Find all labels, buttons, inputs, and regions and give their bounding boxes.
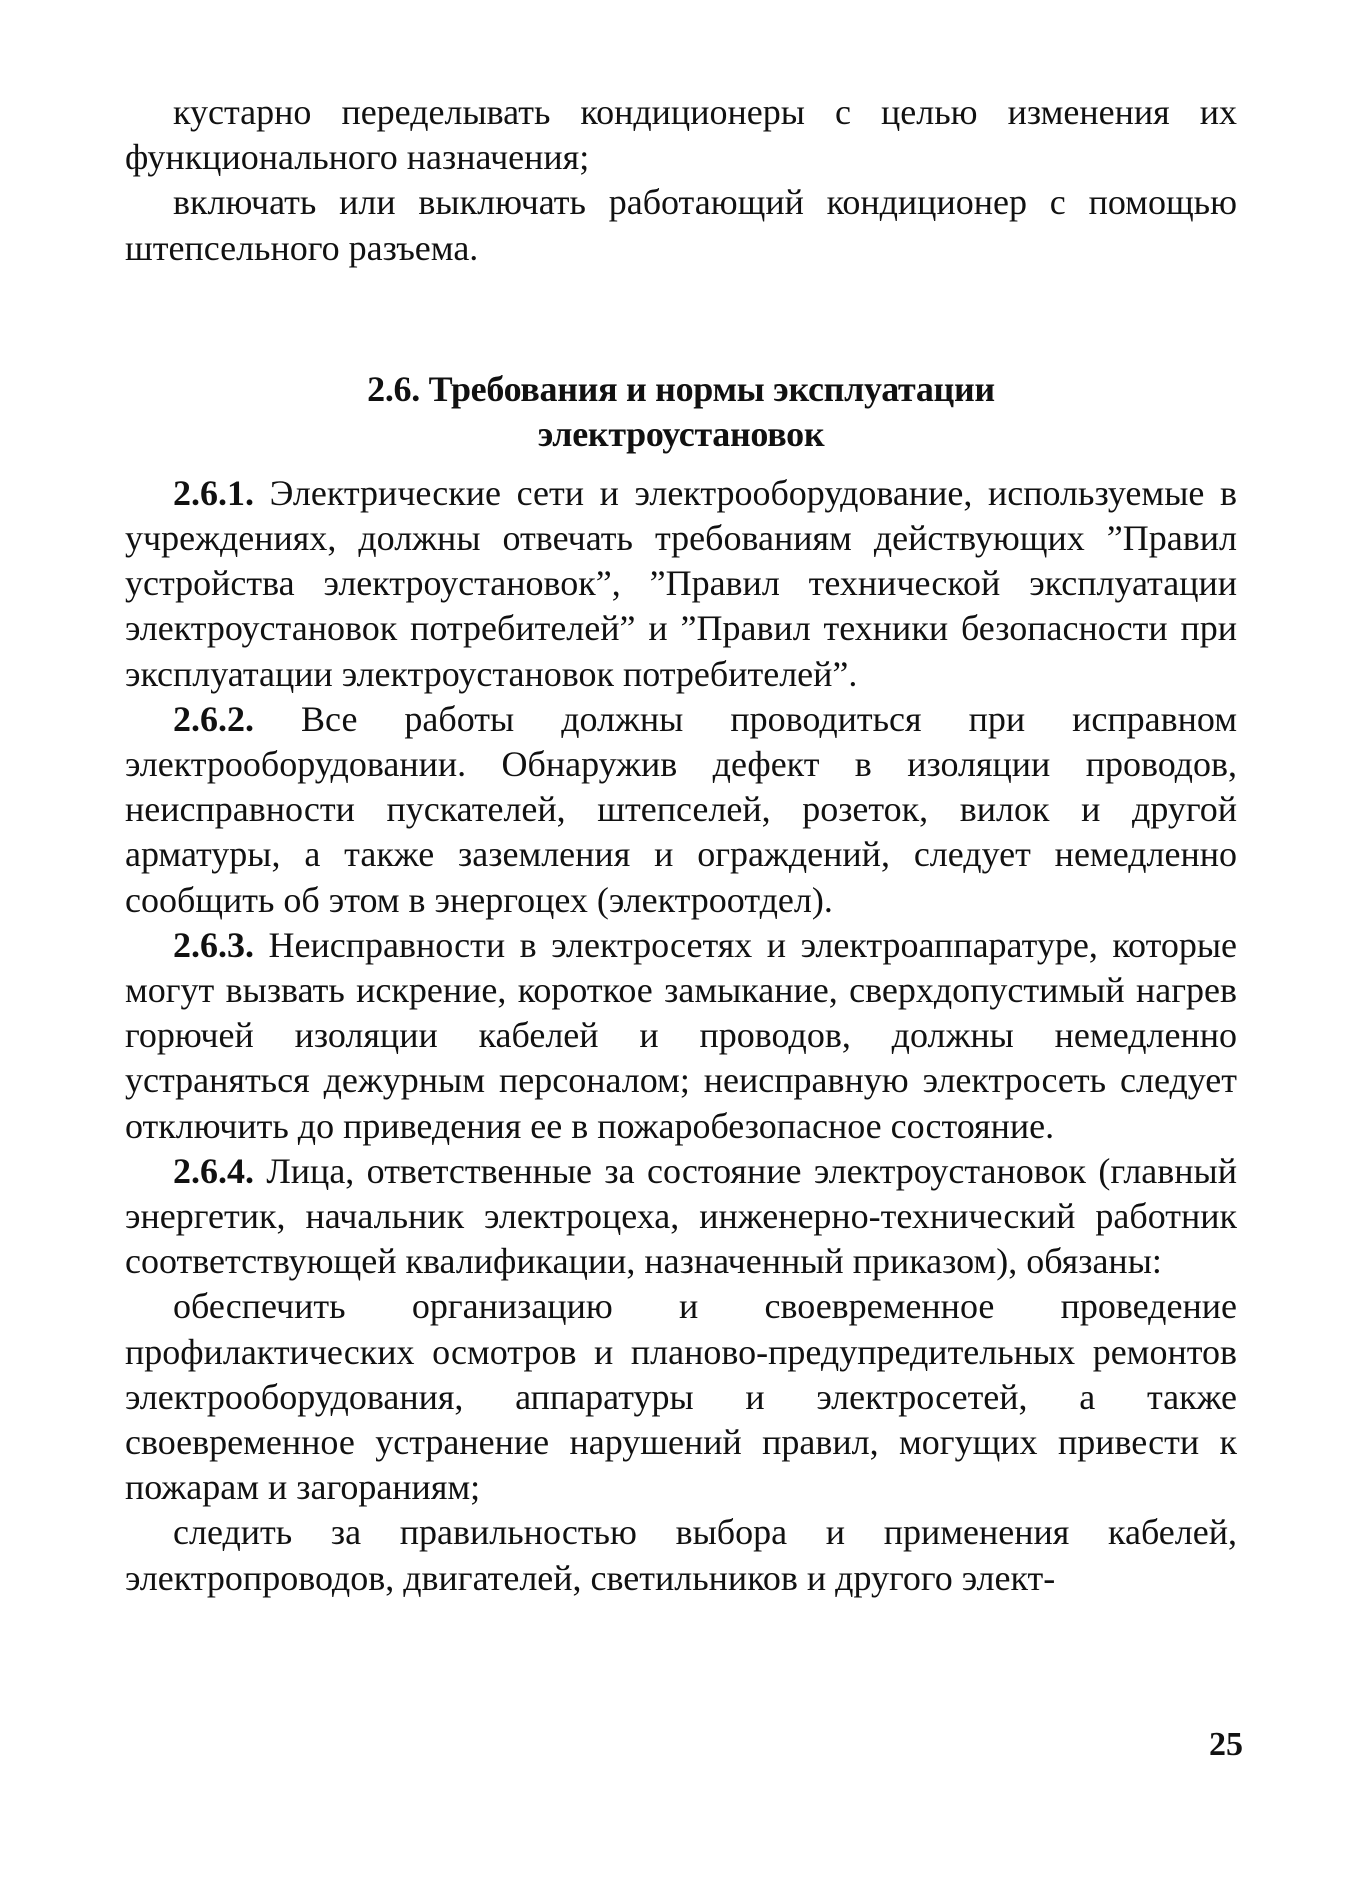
clause-2-6-1 bbox=[125, 471, 1237, 697]
clause-2-6-2 bbox=[125, 697, 1237, 923]
document-page bbox=[125, 90, 1237, 1601]
intro-item-1: кустарно переделывать кондиционеры с целью изменения их функционального назначения; bbox=[125, 92, 1237, 178]
clause-text: Лица, ответственные за состояние электроустановок (главный энергетик, начальник электроцеха, инженерно-технический работник соответствующей квалификации, назначенный приказом), обязаны: bbox=[125, 1150, 1237, 1282]
section-title-line-2: электроустановок bbox=[537, 413, 825, 454]
duty-item-2: следить за правильностью выбора и применения кабелей, электропроводов, двигателей, светильников и другого элект- bbox=[125, 1512, 1237, 1598]
clause-2-6-4 bbox=[125, 1149, 1237, 1285]
clause-number: 2.6.2. bbox=[173, 698, 254, 739]
duty-item-1: обеспечить организацию и своевременное проведение профилактических осмотров и планово-предупредительных ремонтов электрооборудования, аппаратуры и электросетей, а также своевременное устранение нарушений правил, могущих привести к пожарам и загораниям; bbox=[125, 1286, 1237, 1508]
clause-text: Неисправности в электросетях и электроаппаратуре, которые могут вызвать искрение, короткое замыкание, сверхдопустимый нагрев горючей изоляции кабелей и проводов, должны немедленно устраняться дежурным персоналом; неисправную электросеть следует отключить до приведения ее в пожаробезопасное состояние. bbox=[125, 924, 1237, 1146]
clause-number: 2.6.3. bbox=[173, 924, 254, 965]
intro-item-2: включать или выключать работающий кондиционер с помощью штепсельного разъема. bbox=[125, 182, 1237, 268]
clause-text: Электрические сети и электрооборудование, используемые в учреждениях, должны отвечать требованиям действующих ”Правил устройства электроустановок”, ”Правил технической эксплуатации электроустановок потребителей” и ”Правил техники безопасности при эксплуатации электроустановок потребителей”. bbox=[125, 472, 1237, 694]
clause-number: 2.6.1. bbox=[173, 472, 254, 513]
page-number: 25 bbox=[1209, 1726, 1243, 1763]
section-title bbox=[125, 367, 1237, 457]
clause-2-6-3 bbox=[125, 923, 1237, 1149]
clause-text: Все работы должны проводиться при исправном электрооборудовании. Обнаружив дефект в изоляции проводов, неисправности пускателей, штепселей, розеток, вилок и другой арматуры, а также заземления и ограждений, следует немедленно сообщить об этом в энергоцех (электроотдел). bbox=[125, 698, 1237, 920]
section-spacer bbox=[125, 271, 1237, 367]
section-title-line-1: 2.6. Требования и нормы эксплуатации bbox=[367, 368, 995, 409]
clause-number: 2.6.4. bbox=[173, 1150, 254, 1191]
